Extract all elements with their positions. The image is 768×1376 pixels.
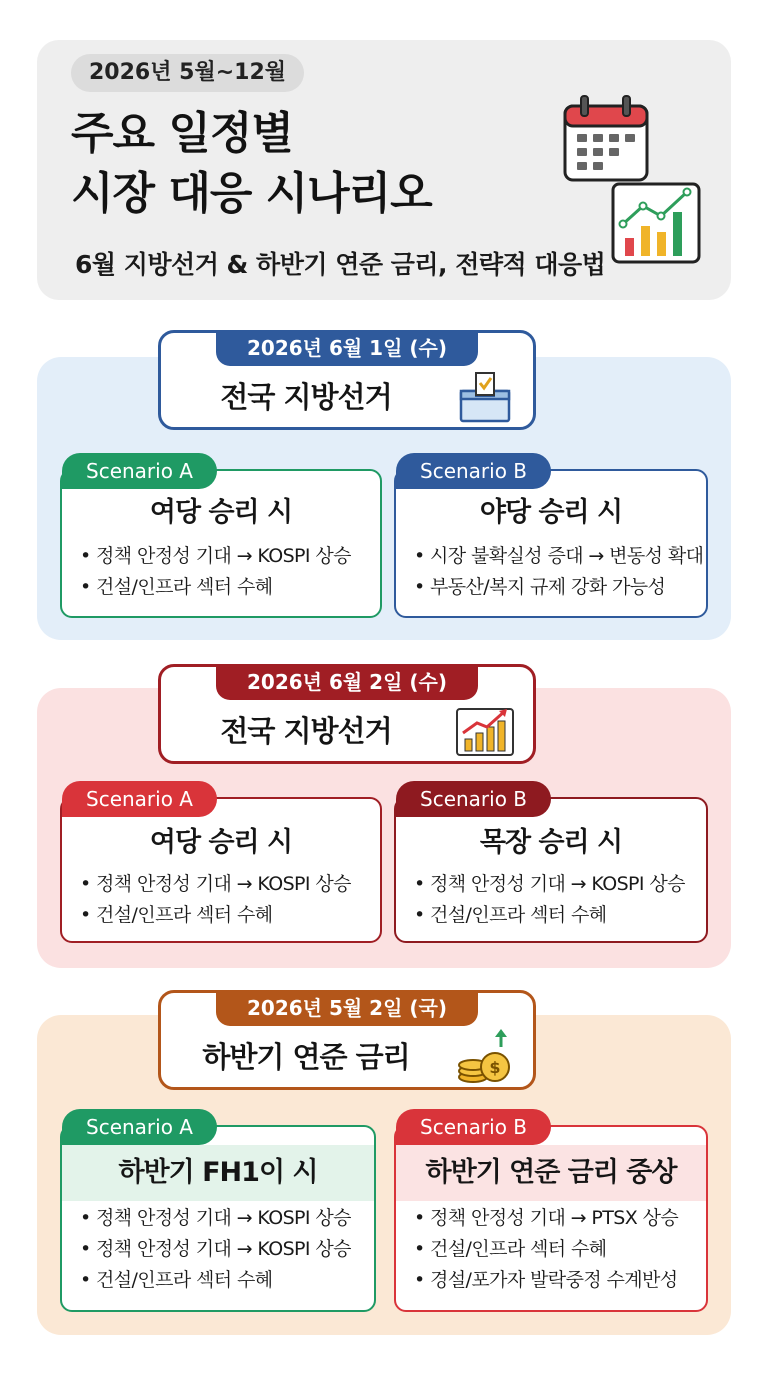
scenario-bullet-list bbox=[414, 1203, 696, 1296]
event-title: 하반기 연준 금리 bbox=[202, 1040, 410, 1074]
list-item: • 건설/인프라 섹터 수혜 bbox=[414, 900, 696, 931]
scenario-bullet-list bbox=[414, 869, 696, 931]
svg-text:$: $ bbox=[489, 1058, 501, 1077]
list-item: • 정책 안정성 기대 → KOSPI 상승 bbox=[80, 1234, 364, 1265]
page-title-line-1: 주요 일정별 bbox=[71, 108, 293, 159]
scenario-tag: Scenario A bbox=[62, 1109, 217, 1145]
scenario-tag: Scenario B bbox=[396, 1109, 551, 1145]
scenario-bullet-list bbox=[80, 869, 370, 931]
date-range-badge: 2026년 5월~12월 bbox=[71, 54, 304, 92]
list-item: • 시장 불확실성 증대 → 변동성 확대 bbox=[414, 541, 696, 572]
scenario-tag: Scenario A bbox=[62, 781, 217, 817]
event-date-badge: 2026년 6월 2일 (수) bbox=[216, 664, 478, 700]
header-panel bbox=[37, 40, 731, 300]
list-item: • 정책 안정성 기대 → KOSPI 상승 bbox=[80, 1203, 364, 1234]
list-item: • 부동산/복지 규제 강화 가능성 bbox=[414, 572, 696, 603]
event-title: 전국 지방선거 bbox=[220, 380, 392, 414]
scenario-card bbox=[60, 459, 382, 618]
event-date-badge: 2026년 6월 1일 (수) bbox=[216, 330, 478, 366]
list-item: • 정책 안정성 기대 → KOSPI 상승 bbox=[80, 541, 370, 572]
ballot-box-icon bbox=[453, 369, 517, 425]
scenario-card bbox=[394, 459, 708, 618]
scenario-card bbox=[60, 787, 382, 943]
rising-bar-chart-icon bbox=[453, 703, 517, 759]
event-title: 전국 지방선거 bbox=[220, 714, 392, 748]
scenario-tag: Scenario A bbox=[62, 453, 217, 489]
page-title bbox=[71, 104, 432, 224]
scenario-heading: 하반기 연준 금리 중상 bbox=[425, 1157, 677, 1188]
scenario-card bbox=[394, 787, 708, 943]
list-item: • 건설/인프라 섹터 수혜 bbox=[414, 1234, 696, 1265]
scenario-heading: 야당 승리 시 bbox=[479, 497, 623, 528]
page-title-line-2: 시장 대응 시나리오 bbox=[71, 168, 432, 219]
scenario-heading: 여당 승리 시 bbox=[149, 827, 293, 858]
event-header-box bbox=[158, 990, 536, 1090]
scenario-bullet-list bbox=[80, 541, 370, 603]
scenario-heading: 목장 승리 시 bbox=[479, 827, 623, 858]
scenario-heading: 하반기 FH1이 시 bbox=[118, 1157, 318, 1188]
event-header-box bbox=[158, 664, 536, 764]
list-item: • 정책 안정성 기대 → KOSPI 상승 bbox=[80, 869, 370, 900]
scenario-tag: Scenario B bbox=[396, 453, 551, 489]
scenario-heading: 여당 승리 시 bbox=[149, 497, 293, 528]
calendar-chart-icon bbox=[561, 92, 705, 268]
coin-stack-icon bbox=[453, 1029, 517, 1085]
event-header-box bbox=[158, 330, 536, 430]
scenario-bullet-list bbox=[414, 541, 704, 603]
list-item: • 정책 안정성 기대 → PTSX 상승 bbox=[414, 1203, 696, 1234]
scenario-bullet-list bbox=[80, 1203, 364, 1296]
list-item: • 경설/포가자 발락중정 수계반성 bbox=[414, 1265, 696, 1296]
scenario-card bbox=[394, 1115, 708, 1312]
list-item: • 정책 안정성 기대 → KOSPI 상승 bbox=[414, 869, 696, 900]
list-item: • 건설/인프라 섹터 수혜 bbox=[80, 1265, 364, 1296]
event-date-badge: 2026년 5월 2일 (국) bbox=[216, 990, 478, 1026]
page-subtitle: 6월 지방선거 & 하반기 연준 금리, 전략적 대응법 bbox=[75, 250, 606, 279]
list-item: • 건설/인프라 섹터 수혜 bbox=[80, 900, 370, 931]
scenario-card bbox=[60, 1115, 376, 1312]
list-item: • 건설/인프라 섹터 수혜 bbox=[80, 572, 370, 603]
scenario-tag: Scenario B bbox=[396, 781, 551, 817]
